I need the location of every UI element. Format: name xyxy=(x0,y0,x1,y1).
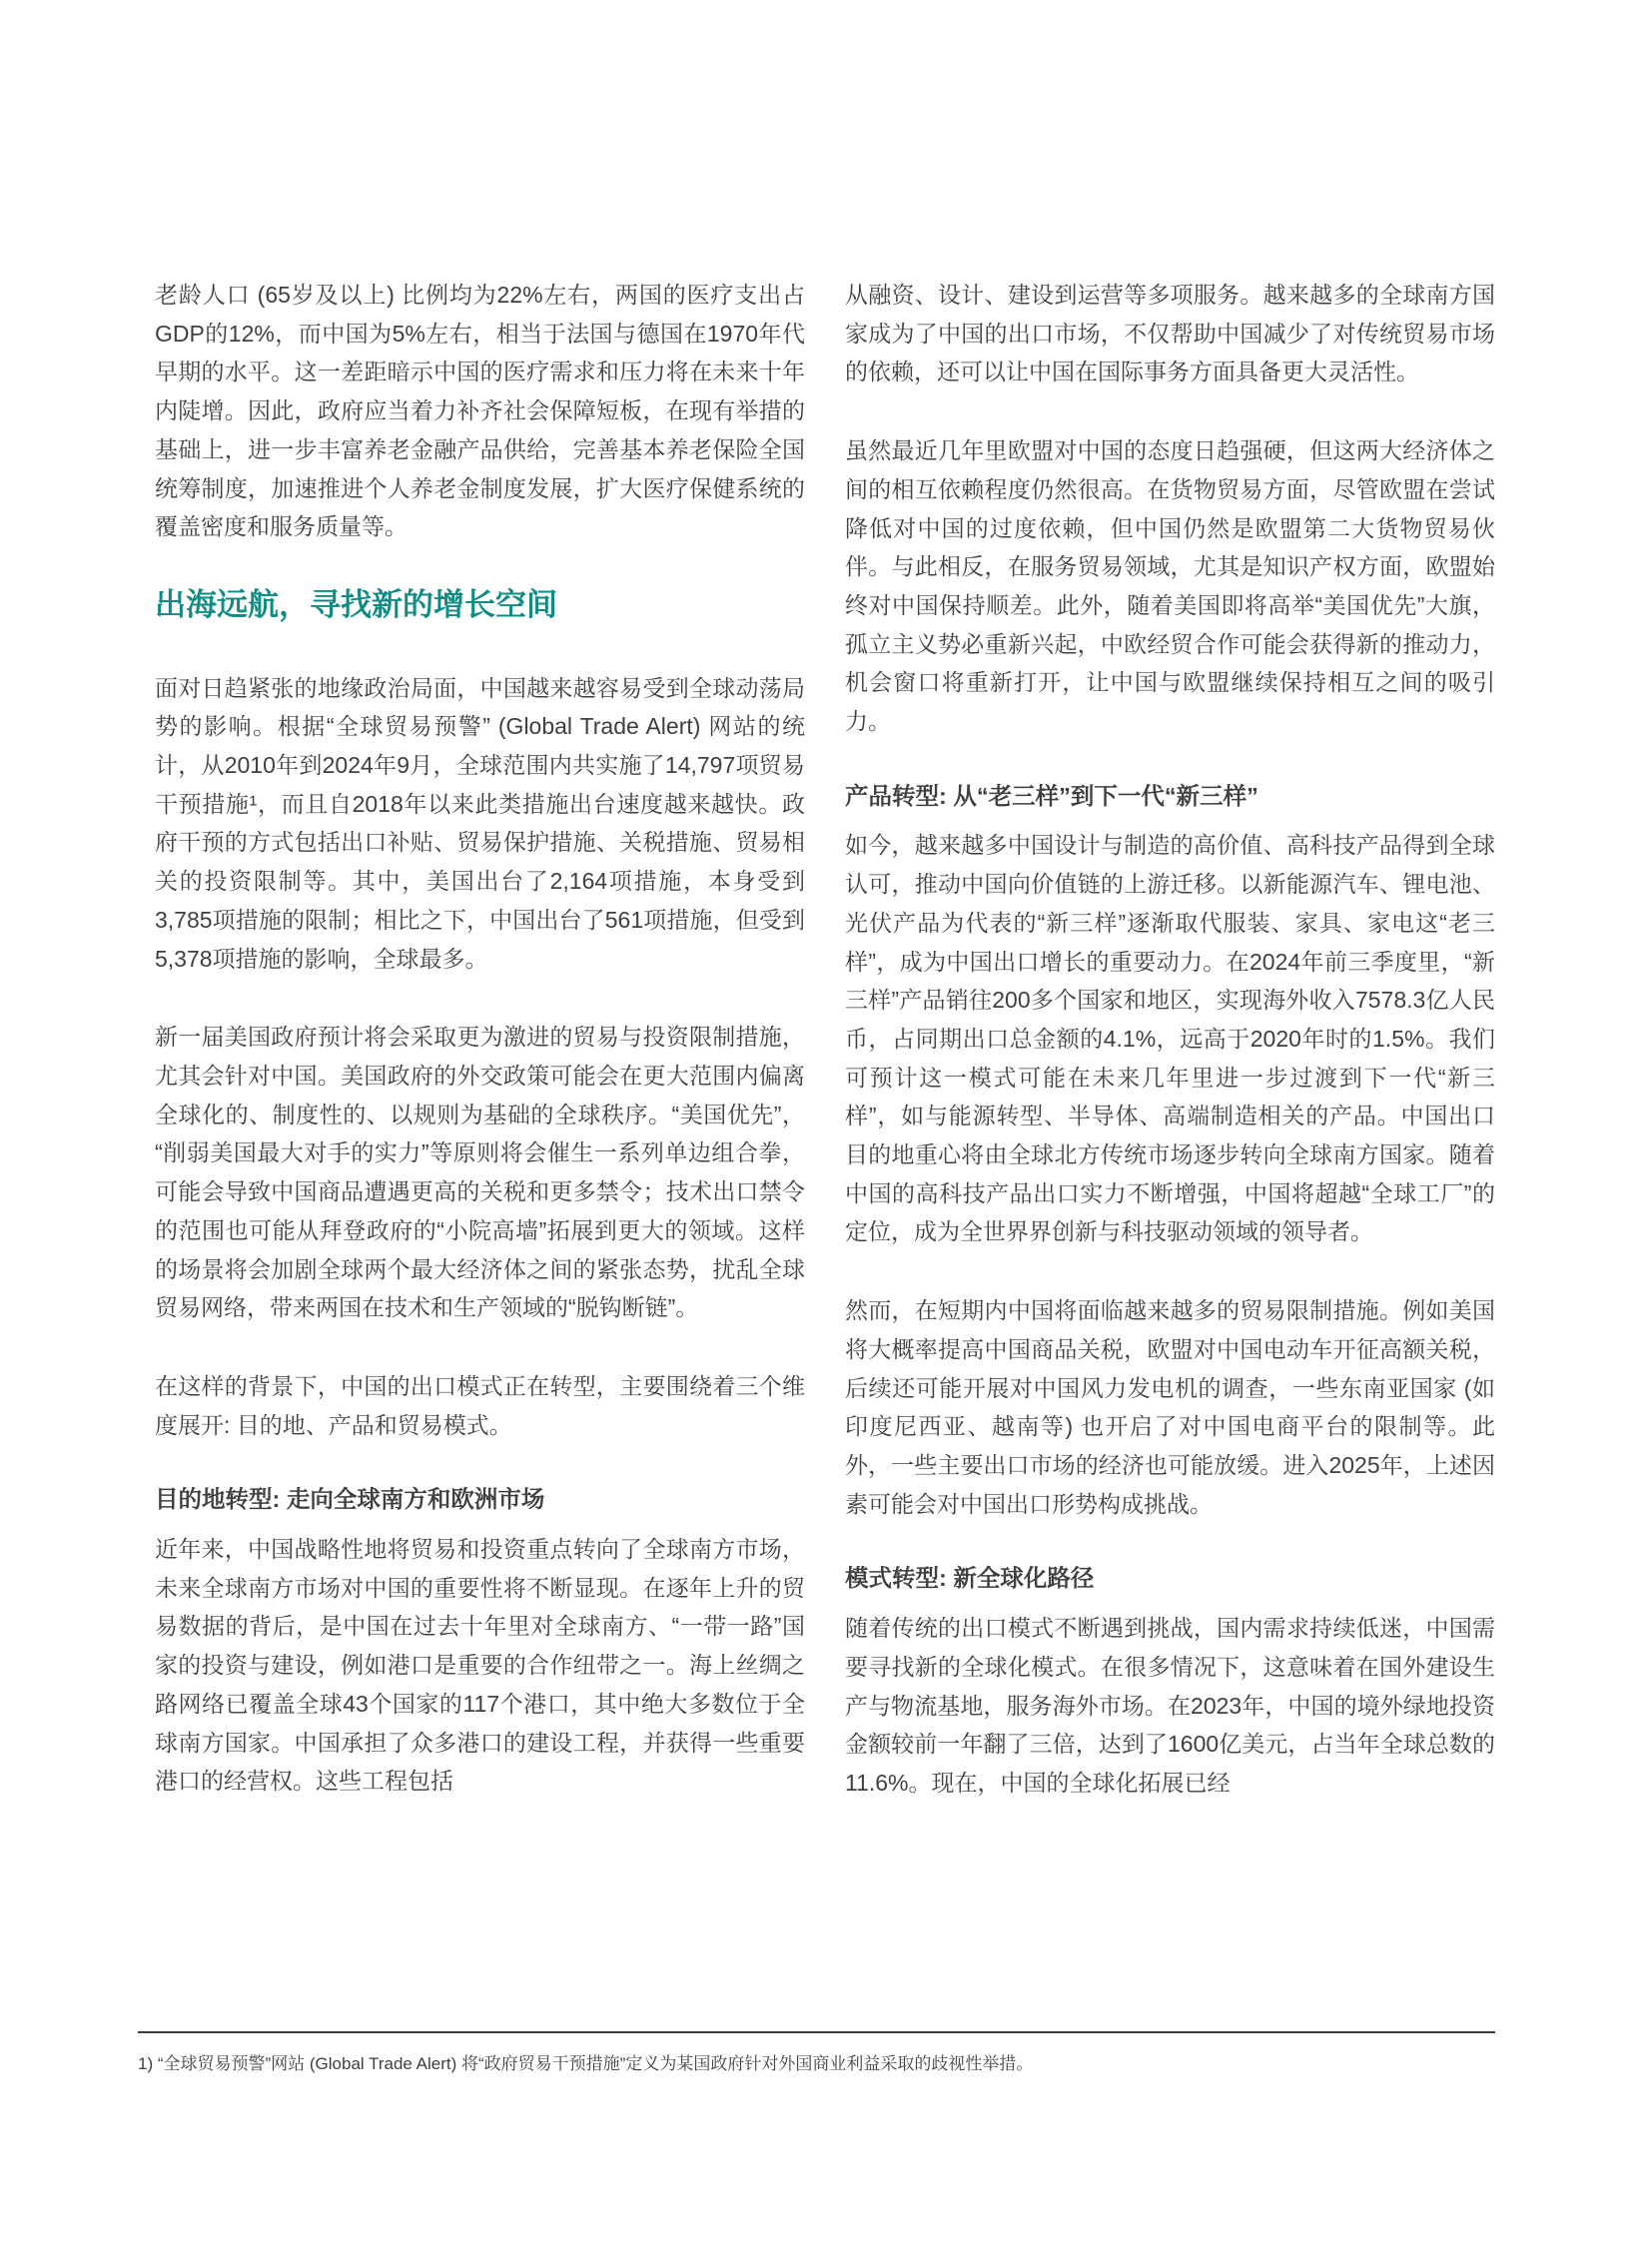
two-column-layout xyxy=(155,276,1495,1843)
paragraph-export-transition-intro: 在这样的背景下，中国的出口模式正在转型，主要围绕着三个维度展开: 目的地、产品和贸易模式。 xyxy=(155,1372,805,1438)
subheading-destination-transition: 目的地转型: 走向全球南方和欧洲市场 xyxy=(155,1486,545,1513)
footnote-text: 1) “全球贸易预警”网站 (Global Trade Alert) 将“政府贸易干预措施”定义为某国政府针对外国商业利益采取的歧视性举措。 xyxy=(138,2054,1034,2073)
paragraph-new-three-products: 如今，越来越多中国设计与制造的高价值、高科技产品得到全球认可，推动中国向价值链的上游迁移。以新能源汽车、锂电池、光伏产品为代表的“新三样”逐渐取代服装、家具、家电这“老三样”，成为中国出口增长的重要动力。在2024年前三季度里，“新三样”产品销往200多个国家和地区，实现海外收入7578.3亿人民币，占同期出口总金额的4.1%，远高于2020年时的1.5%。我们可预计这一模式可能在未来几年里进一步过渡到下一代“新三样”，如与能源转型、半导体、高端制造相关的产品。中国出口目的地重心将由全球北方传统市场逐步转向全球南方国家。随着中国的高科技产品出口实力不断增强，中国将超越“全球工厂”的定位，成为全世界界创新与科技驱动领域的领导者。 xyxy=(845,832,1495,1245)
paragraph-global-south: 近年来，中国战略性地将贸易和投资重点转向了全球南方市场，未来全球南方市场对中国的重要性将不断显现。在逐年上升的贸易数据的背后，是中国在过去十年里对全球南方、“一带一路”国家的投资与建设，例如港口是重要的合作纽带之一。海上丝绸之路网络已覆盖全球43个国家的117个港口，其中绝大多数位于全球南方国家。中国承担了众多港口的建设工程，并获得一些重要港口的经营权。这些工程包括 xyxy=(155,1536,805,1795)
paragraph-us-administration: 新一届美国政府预计将会采取更为激进的贸易与投资限制措施，尤其会针对中国。美国政府的外交政策可能会在更大范围内偏离全球化的、制度性的、以规则为基础的全球秩序。“美国优先”，“削弱美国最大对手的实力”等原则将会催生一系列单边组合拳，可能会导致中国商品遭遇更高的关税和更多禁令；技术出口禁令的范围也可能从拜登政府的“小院高墙”拓展到更大的领域。这样的场景将会加剧全球两个最大经济体之间的紧张态势，扰乱全球贸易网络，带来两国在技术和生产领域的“脱钩断链”。 xyxy=(155,1024,805,1321)
section-heading-going-global: 出海远航，寻找新的增长空间 xyxy=(155,586,557,622)
paragraph-aging-population: 老龄人口 (65岁及以上) 比例均为22%左右，两国的医疗支出占GDP的12%，而中国为5%左右，相当于法国与德国在1970年代早期的水平。这一差距暗示中国的医疗需求和压力将在未来十年内陡增。因此，政府应当着力补齐社会保障短板，在现有举措的基础上，进一步丰富养老金融产品供给，完善基本养老保险全国统筹制度，加速推进个人养老金制度发展，扩大医疗保健系统的覆盖密度和服务质量等。 xyxy=(155,282,805,540)
paragraph-global-trade-alert: 面对日趋紧张的地缘政治局面，中国越来越容易受到全球动荡局势的影响。根据“全球贸易预警” (Global Trade Alert) 网站的统计，从2010年到2024年9月，全球范围内共实施了14,797项贸易干预措施¹，而且自2018年以来此类措施出台速度越来越快。政府干预的方式包括出口补贴、贸易保护措施、关税措施、贸易相关的投资限制等。其中，美国出台了2,164项措施，本身受到3,785项措施的限制；相比之下，中国出台了561项措施，但受到5,378项措施的影响，全球最多。 xyxy=(155,674,805,972)
paragraph-port-services: 从融资、设计、建设到运营等多项服务。越来越多的全球南方国家成为了中国的出口市场，不仅帮助中国减少了对传统贸易市场的依赖，还可以让中国在国际事务方面具备更大灵活性。 xyxy=(845,282,1495,385)
footnote-area xyxy=(138,2031,1495,2077)
right-column xyxy=(845,276,1495,1843)
subheading-product-transition: 产品转型: 从“老三样”到下一代“新三样” xyxy=(845,782,1258,809)
paragraph-globalization-path: 随着传统的出口模式不断遇到挑战，国内需求持续低迷，中国需要寻找新的全球化模式。在很多情况下，这意味着在国外建设生产与物流基地，服务海外市场。在2023年，中国的境外绿地投资金额较前一年翻了三倍，达到了1600亿美元，占当年全球总数的11.6%。现在，中国的全球化拓展已经 xyxy=(845,1615,1495,1796)
paragraph-eu-china-relations: 虽然最近几年里欧盟对中国的态度日趋强硬，但这两大经济体之间的相互依赖程度仍然很高。在货物贸易方面，尽管欧盟在尝试降低对中国的过度依赖，但中国仍然是欧盟第二大货物贸易伙伴。与此相反，在服务贸易领域，尤其是知识产权方面，欧盟始终对中国保持顺差。此外，随着美国即将高举“美国优先”大旗，孤立主义势必重新兴起，中欧经贸合作可能会获得新的推动力，机会窗口将重新打开，让中国与欧盟继续保持相互之间的吸引力。 xyxy=(845,437,1495,735)
subheading-model-transition: 模式转型: 新全球化路径 xyxy=(845,1565,1095,1592)
left-column xyxy=(155,276,805,1843)
paragraph-trade-restrictions: 然而，在短期内中国将面临越来越多的贸易限制措施。例如美国将大概率提高中国商品关税，欧盟对中国电动车开征高额关税，后续还可能开展对中国风力发电机的调查，一些东南亚国家 (如印度尼西亚、越南等) 也开启了对中国电商平台的限制等。此外，一些主要出口市场的经济也可能放缓。进入2025年，上述因素可能会对中国出口形势构成挑战。 xyxy=(845,1297,1495,1517)
footnote-divider xyxy=(138,2031,1495,2033)
